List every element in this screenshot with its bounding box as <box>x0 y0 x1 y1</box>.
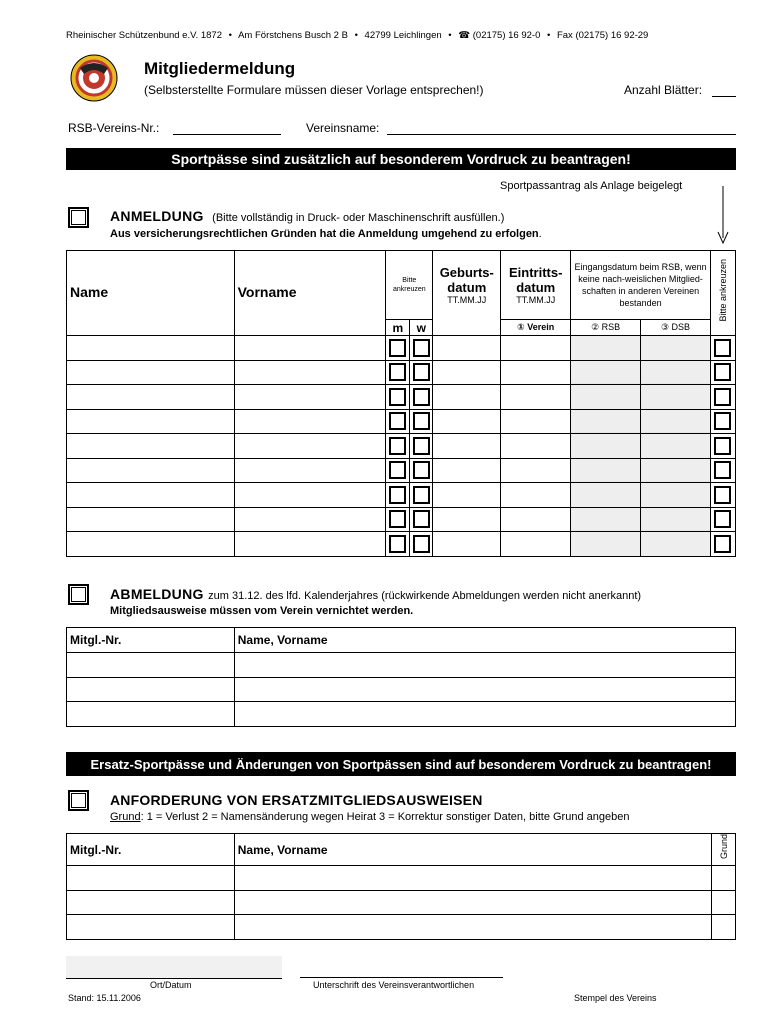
checkbox-icon[interactable] <box>714 486 731 504</box>
sportpass-banner: Sportpässe sind zusätzlich auf besonderem Vordruck zu beantragen! <box>66 148 736 170</box>
checkbox-icon[interactable] <box>413 388 430 406</box>
table-row <box>67 483 736 508</box>
rsb-cell[interactable] <box>571 458 641 483</box>
abmeldung-note: Mitgliedsausweise müssen vom Verein vernichtet werden. <box>110 605 414 617</box>
col-header-vorname: Vorname <box>234 251 386 336</box>
bullet-separator: • <box>228 30 232 41</box>
dsb-cell[interactable] <box>641 385 711 410</box>
eintrittsdatum-cell[interactable] <box>501 360 571 385</box>
table-row <box>67 360 736 385</box>
page-subtitle: (Selbsterstellte Formulare müssen dieser Vorlage entsprechen!) <box>144 83 484 97</box>
anmeldung-title: ANMELDUNG <box>110 208 204 224</box>
m-checkbox[interactable] <box>386 532 410 557</box>
geburtsdatum-cell[interactable] <box>433 360 501 385</box>
checkbox-icon[interactable] <box>413 486 430 504</box>
m-checkbox[interactable] <box>386 434 410 459</box>
rsb-cell[interactable] <box>571 434 641 459</box>
name-vorname-cell[interactable] <box>234 890 711 915</box>
col-header-mitglnr: Mitgl.-Nr. <box>67 628 235 653</box>
dsb-cell[interactable] <box>641 434 711 459</box>
checkbox-icon[interactable] <box>714 535 731 553</box>
checkbox-icon[interactable] <box>714 437 731 455</box>
org-name: Rheinischer Schützenbund e.V. 1872 <box>66 30 222 41</box>
table-row <box>67 890 736 915</box>
table-row <box>67 677 736 702</box>
dsb-cell[interactable] <box>641 409 711 434</box>
name-cell[interactable] <box>67 434 235 459</box>
abmeldung-hint: zum 31.12. des lfd. Kalenderjahres (rückwirkende Abmeldungen werden nicht anerkannt) <box>208 590 642 602</box>
grund-cell[interactable] <box>712 890 736 915</box>
vorname-cell[interactable] <box>234 532 386 557</box>
logo <box>70 54 118 102</box>
anmeldung-checkbox[interactable] <box>68 207 89 228</box>
eintrittsdatum-cell[interactable] <box>501 458 571 483</box>
table-row <box>67 653 736 678</box>
eintrittsdatum-cell[interactable] <box>501 507 571 532</box>
anforderung-checkbox[interactable] <box>68 790 89 811</box>
sportpass-note: Sportpassantrag als Anlage beigelegt <box>500 180 683 192</box>
bullet-separator: • <box>354 30 358 41</box>
w-checkbox[interactable] <box>410 336 433 361</box>
w-checkbox[interactable] <box>410 360 433 385</box>
m-checkbox[interactable] <box>386 336 410 361</box>
rsb-cell[interactable] <box>571 409 641 434</box>
table-row <box>67 409 736 434</box>
mitglnr-cell[interactable] <box>67 653 235 678</box>
bullet-separator: • <box>448 30 452 41</box>
m-checkbox[interactable] <box>386 483 410 508</box>
mitglnr-cell[interactable] <box>67 702 235 727</box>
unterschrift-field[interactable] <box>300 977 503 978</box>
checkbox-icon[interactable] <box>714 510 731 528</box>
abmeldung-heading <box>110 586 641 604</box>
checkbox-icon[interactable] <box>413 510 430 528</box>
ort-datum-label: Ort/Datum <box>150 980 192 990</box>
eintrittsdatum-cell[interactable] <box>501 532 571 557</box>
m-checkbox[interactable] <box>386 507 410 532</box>
col-header-dsb: ③ DSB <box>641 320 711 336</box>
vereinsnr-label: RSB-Vereins-Nr.: <box>68 121 160 135</box>
checkbox-icon[interactable] <box>413 461 430 479</box>
vorname-cell[interactable] <box>234 409 386 434</box>
geburtsdatum-cell[interactable] <box>433 532 501 557</box>
table-row <box>67 915 736 940</box>
geburtsdatum-cell[interactable] <box>433 434 501 459</box>
rsb-cell[interactable] <box>571 360 641 385</box>
mitglnr-cell[interactable] <box>67 890 235 915</box>
rsb-cell[interactable] <box>571 507 641 532</box>
sportpass-checkbox[interactable] <box>710 385 735 410</box>
col-header-ankreuzen-vertical: Bitte ankreuzen <box>710 251 735 336</box>
sportpass-checkbox[interactable] <box>710 483 735 508</box>
ort-datum-field[interactable] <box>66 956 282 979</box>
vereinsnr-field[interactable] <box>173 134 281 135</box>
stand-label: Stand: 15.11.2006 <box>68 993 141 1003</box>
w-checkbox[interactable] <box>410 409 433 434</box>
name-vorname-cell[interactable] <box>234 915 711 940</box>
checkbox-icon[interactable] <box>389 388 406 406</box>
rsb-cell[interactable] <box>571 532 641 557</box>
table-row <box>67 434 736 459</box>
page-title: Mitgliedermeldung <box>144 59 296 78</box>
dsb-cell[interactable] <box>641 336 711 361</box>
grund-cell[interactable] <box>712 866 736 891</box>
col-header-name-vorname: Name, Vorname <box>234 834 711 866</box>
vorname-cell[interactable] <box>234 360 386 385</box>
w-checkbox[interactable] <box>410 458 433 483</box>
col-header-bitte-ankreuzen: Bitte ankreuzen <box>386 251 433 320</box>
checkbox-icon[interactable] <box>714 461 731 479</box>
eintrittsdatum-cell[interactable] <box>501 336 571 361</box>
anforderung-grund: Grund: 1 = Verlust 2 = Namensänderung wegen Heirat 3 = Korrektur sonstiger Daten, bitte Grund angeben <box>110 811 630 823</box>
col-header-grund: Grund <box>712 834 736 866</box>
m-checkbox[interactable] <box>386 385 410 410</box>
checkbox-icon[interactable] <box>389 535 406 553</box>
anmeldung-hint: (Bitte vollständig in Druck- oder Maschinenschrift ausfüllen.) <box>212 212 505 224</box>
sportpass-checkbox[interactable] <box>710 434 735 459</box>
col-header-w: w <box>410 320 433 336</box>
eintrittsdatum-cell[interactable] <box>501 434 571 459</box>
sportpass-checkbox[interactable] <box>710 507 735 532</box>
grund-cell[interactable] <box>712 915 736 940</box>
anmeldung-table <box>66 250 736 557</box>
vorname-cell[interactable] <box>234 483 386 508</box>
checkbox-icon[interactable] <box>714 412 731 430</box>
table-row <box>67 385 736 410</box>
abmeldung-checkbox[interactable] <box>68 584 89 605</box>
checkbox-icon[interactable] <box>389 486 406 504</box>
col-header-name: Name <box>67 251 235 336</box>
name-cell[interactable] <box>67 385 235 410</box>
col-header-eintrittsdatum: Eintritts- datum TT.MM.JJ <box>501 251 571 320</box>
w-checkbox[interactable] <box>410 507 433 532</box>
anmeldung-heading <box>110 208 504 226</box>
name-cell[interactable] <box>67 409 235 434</box>
mitglnr-cell[interactable] <box>67 866 235 891</box>
geburtsdatum-cell[interactable] <box>433 409 501 434</box>
checkbox-icon[interactable] <box>389 412 406 430</box>
dsb-cell[interactable] <box>641 532 711 557</box>
abmeldung-table <box>66 627 736 727</box>
sportpass-checkbox[interactable] <box>710 532 735 557</box>
name-cell[interactable] <box>67 458 235 483</box>
header-line <box>66 30 648 41</box>
org-address: Am Förstchens Busch 2 B <box>238 30 348 41</box>
dsb-cell[interactable] <box>641 360 711 385</box>
vorname-cell[interactable] <box>234 336 386 361</box>
col-header-geburtsdatum: Geburts- datum TT.MM.JJ <box>433 251 501 336</box>
rsb-cell[interactable] <box>571 336 641 361</box>
unterschrift-label: Unterschrift des Vereinsverantwortlichen <box>313 980 475 990</box>
checkbox-icon[interactable] <box>714 339 731 357</box>
checkbox-icon[interactable] <box>714 363 731 381</box>
name-vorname-cell[interactable] <box>234 677 735 702</box>
anforderung-title: ANFORDERUNG VON ERSATZMITGLIEDSAUSWEISEN <box>110 792 483 808</box>
ersatz-banner: Ersatz-Sportpässe und Änderungen von Sportpässen sind auf besonderem Vordruck zu beantragen! <box>66 752 736 776</box>
col-header-eingangsdatum: Eingangsdatum beim RSB, wenn keine nach-weislichen Mitglied-schaften in anderen Vereinen bestanden <box>571 251 711 320</box>
geburtsdatum-cell[interactable] <box>433 458 501 483</box>
checkbox-icon[interactable] <box>389 363 406 381</box>
w-checkbox[interactable] <box>410 434 433 459</box>
table-row <box>67 507 736 532</box>
table-row <box>67 702 736 727</box>
mitglnr-cell[interactable] <box>67 915 235 940</box>
bullet-separator: • <box>547 30 551 41</box>
geburtsdatum-cell[interactable] <box>433 385 501 410</box>
table-row <box>67 336 736 361</box>
sportpass-checkbox[interactable] <box>710 458 735 483</box>
target-logo-icon <box>70 54 118 102</box>
name-cell[interactable] <box>67 483 235 508</box>
m-checkbox[interactable] <box>386 360 410 385</box>
name-cell[interactable] <box>67 507 235 532</box>
name-vorname-cell[interactable] <box>234 702 735 727</box>
arrow-down-icon <box>716 186 730 244</box>
vorname-cell[interactable] <box>234 507 386 532</box>
org-phone: (02175) 16 92-0 <box>472 30 541 41</box>
m-checkbox[interactable] <box>386 409 410 434</box>
eintrittsdatum-cell[interactable] <box>501 483 571 508</box>
checkbox-icon[interactable] <box>389 461 406 479</box>
vorname-cell[interactable] <box>234 385 386 410</box>
col-header-rsb: ② RSB <box>571 320 641 336</box>
checkbox-icon[interactable] <box>413 339 430 357</box>
org-fax: Fax (02175) 16 92-29 <box>556 30 649 41</box>
org-city: 42799 Leichlingen <box>364 30 442 41</box>
vereinsname-label: Vereinsname: <box>306 121 380 135</box>
table-row <box>67 458 736 483</box>
phone-icon: ☎ <box>458 30 471 41</box>
rsb-cell[interactable] <box>571 385 641 410</box>
geburtsdatum-cell[interactable] <box>433 483 501 508</box>
anzahl-label: Anzahl Blätter: <box>624 83 703 97</box>
vorname-cell[interactable] <box>234 434 386 459</box>
anforderung-table <box>66 833 736 940</box>
name-cell[interactable] <box>67 532 235 557</box>
checkbox-icon[interactable] <box>714 388 731 406</box>
eintrittsdatum-cell[interactable] <box>501 409 571 434</box>
name-cell[interactable] <box>67 360 235 385</box>
anmeldung-note: Aus versicherungsrechtlichen Gründen hat die Anmeldung umgehend zu erfolgen. <box>110 228 542 240</box>
checkbox-icon[interactable] <box>413 412 430 430</box>
sportpass-checkbox[interactable] <box>710 336 735 361</box>
col-header-mitglnr: Mitgl.-Nr. <box>67 834 235 866</box>
sportpass-checkbox[interactable] <box>710 360 735 385</box>
checkbox-icon[interactable] <box>389 510 406 528</box>
geburtsdatum-cell[interactable] <box>433 336 501 361</box>
geburtsdatum-cell[interactable] <box>433 507 501 532</box>
table-row <box>67 866 736 891</box>
checkbox-icon[interactable] <box>389 339 406 357</box>
col-header-m: m <box>386 320 410 336</box>
abmeldung-title: ABMELDUNG <box>110 586 204 602</box>
rsb-cell[interactable] <box>571 483 641 508</box>
dsb-cell[interactable] <box>641 458 711 483</box>
name-vorname-cell[interactable] <box>234 653 735 678</box>
col-header-name-vorname: Name, Vorname <box>234 628 735 653</box>
dsb-cell[interactable] <box>641 483 711 508</box>
checkbox-icon[interactable] <box>389 437 406 455</box>
name-cell[interactable] <box>67 336 235 361</box>
mitglnr-cell[interactable] <box>67 677 235 702</box>
w-checkbox[interactable] <box>410 532 433 557</box>
table-row <box>67 532 736 557</box>
anzahl-field[interactable] <box>712 96 736 97</box>
w-checkbox[interactable] <box>410 483 433 508</box>
checkbox-icon[interactable] <box>413 437 430 455</box>
m-checkbox[interactable] <box>386 458 410 483</box>
name-vorname-cell[interactable] <box>234 866 711 891</box>
dsb-cell[interactable] <box>641 507 711 532</box>
eintrittsdatum-cell[interactable] <box>501 385 571 410</box>
col-header-verein: ① Verein <box>501 320 571 336</box>
vorname-cell[interactable] <box>234 458 386 483</box>
w-checkbox[interactable] <box>410 385 433 410</box>
checkbox-icon[interactable] <box>413 535 430 553</box>
checkbox-icon[interactable] <box>413 363 430 381</box>
sportpass-checkbox[interactable] <box>710 409 735 434</box>
vereinsname-field[interactable] <box>387 134 736 135</box>
stempel-label: Stempel des Vereins <box>574 993 657 1003</box>
